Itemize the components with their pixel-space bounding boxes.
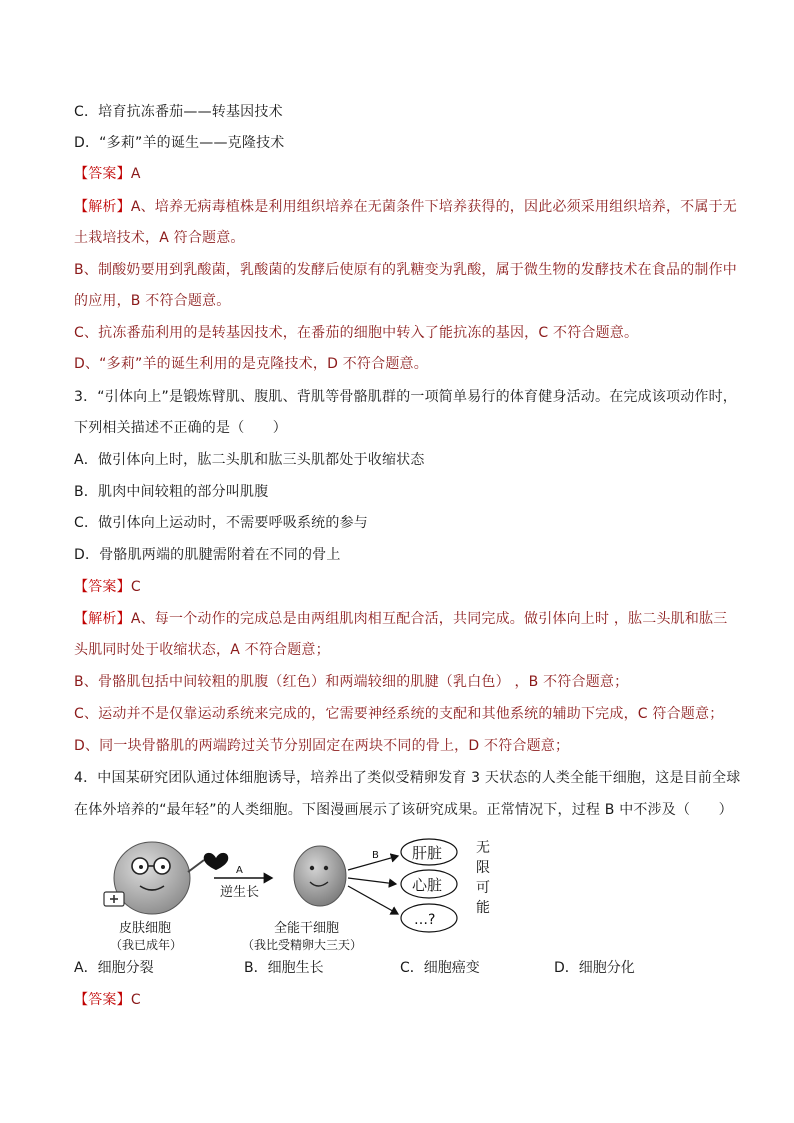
option-d-line: D．“多莉”羊的诞生——克隆技术 [74,135,285,151]
liver-label: 肝脏 [412,844,443,862]
question-3-option-a: A．做引体向上时，肱二头肌和肱三头肌都处于收缩状态 [74,452,425,468]
stem-cell-character [294,846,346,906]
skin-cell-note: （我已成年） [110,938,183,952]
infinite-char: 能 [476,900,490,916]
question-4-stem: 在体外培养的“最年轻”的人类细胞。下图漫画展示了该研究成果。正常情况下，过程 B 中不涉及（ ） [74,802,733,818]
answer-tag: 【答案】 [74,579,131,595]
infinite-char: 无 [476,840,490,856]
question-3-stem: 3．“引体向上”是锻炼臂肌、腹肌、背肌等骨骼肌群的一项简单易行的体育健身活动。在完成该项动作时， [74,389,738,405]
analysis-line [74,609,734,629]
analysis-line: D、“多莉”羊的诞生利用的是克隆技术，D 不符合题意。 [74,356,428,372]
medical-kit-icon [104,892,124,906]
question-3-option-b: B．肌肉中间较粗的部分叫肌腹 [74,484,269,500]
reverse-growth-label: 逆生长 [220,885,260,900]
stem-cell-label: 全能干细胞 [274,921,340,936]
answer-line [74,164,734,184]
analysis-line: D、同一块骨骼肌的两端跨过关节分别固定在两块不同的骨上，D 不符合题意； [74,738,570,754]
answer-value: A [130,166,141,182]
stem-cell-cartoon [96,836,506,952]
question-4-options [74,958,754,980]
question-3-option-c: C．做引体向上运动时，不需要呼吸系统的参与 [74,515,368,531]
analysis-text: A、培养无病毒植株是利用组织培养在无菌条件下培养获得的，因此必须采用组织培养，不属于无 [130,199,737,215]
question-3-stem: 下列相关描述不正确的是（ ） [74,420,287,436]
answer-tag: 【答案】 [74,992,131,1008]
analysis-line: C、抗冻番茄利用的是转基因技术，在番茄的细胞中转入了能抗冻的基因，C 不符合题意。 [74,325,639,341]
question-4-option-a: A．细胞分裂 [74,960,154,976]
heart-icon [204,853,229,870]
question-4-stem: 4．中国某研究团队通过体细胞诱导，培养出了类似受精卵发育 3 天状态的人类全能干细胞，这是目前全球 [74,770,741,786]
analysis-line: B、制酸奶要用到乳酸菌，乳酸菌的发酵后使原有的乳糖变为乳酸，属于微生物的发酵技术在食品的制作中 [74,262,738,278]
option-c-line: C．培育抗冻番茄——转基因技术 [74,104,283,120]
answer-line [74,990,734,1010]
infinite-char: 限 [476,860,490,876]
analysis-line: 的应用，B 不符合题意。 [74,293,231,309]
stem-cell-note: （我比受精卵大三天） [242,938,363,952]
question-4-option-c: C．细胞癌变 [400,960,480,976]
infinite-char: 可 [476,880,490,896]
analysis-line: B、骨骼肌包括中间较粗的肌腹（红色）和两端较细的肌腱（乳白色） ，B 不符合题意； [74,674,629,690]
arrow-b-heart [348,878,396,884]
unknown-label: …? [414,912,436,928]
question-4-option-b: B．细胞生长 [244,960,324,976]
label-a: A [236,865,243,876]
label-b: B [372,850,379,861]
answer-line [74,577,734,597]
answer-tag: 【答案】 [74,166,131,182]
question-4-option-d: D．细胞分化 [554,960,635,976]
arrow-b-unknown [348,886,398,914]
analysis-tag: 【解析】 [74,199,131,215]
analysis-line: 头肌同时处于收缩状态，A 不符合题意； [74,642,330,658]
heart-label: 心脏 [412,876,443,894]
analysis-tag: 【解析】 [74,611,131,627]
analysis-line: C、运动并不是仅靠运动系统来完成的，它需要神经系统的支配和其他系统的辅助下完成，C 符合题意； [74,706,724,722]
question-3-option-d: D．骨骼肌两端的肌腱需附着在不同的骨上 [74,547,341,563]
answer-value: C [130,992,141,1008]
analysis-line [74,197,737,217]
skin-cell-label: 皮肤细胞 [119,921,172,936]
analysis-line: 土栽培技术，A 符合题意。 [74,230,245,246]
answer-value: C [130,579,141,595]
skin-cell-character [114,842,204,914]
analysis-text: A、每一个动作的完成总是由两组肌肉相互配合活，共同完成。做引体向上时 ，肱二头肌和肱三 [130,611,728,627]
